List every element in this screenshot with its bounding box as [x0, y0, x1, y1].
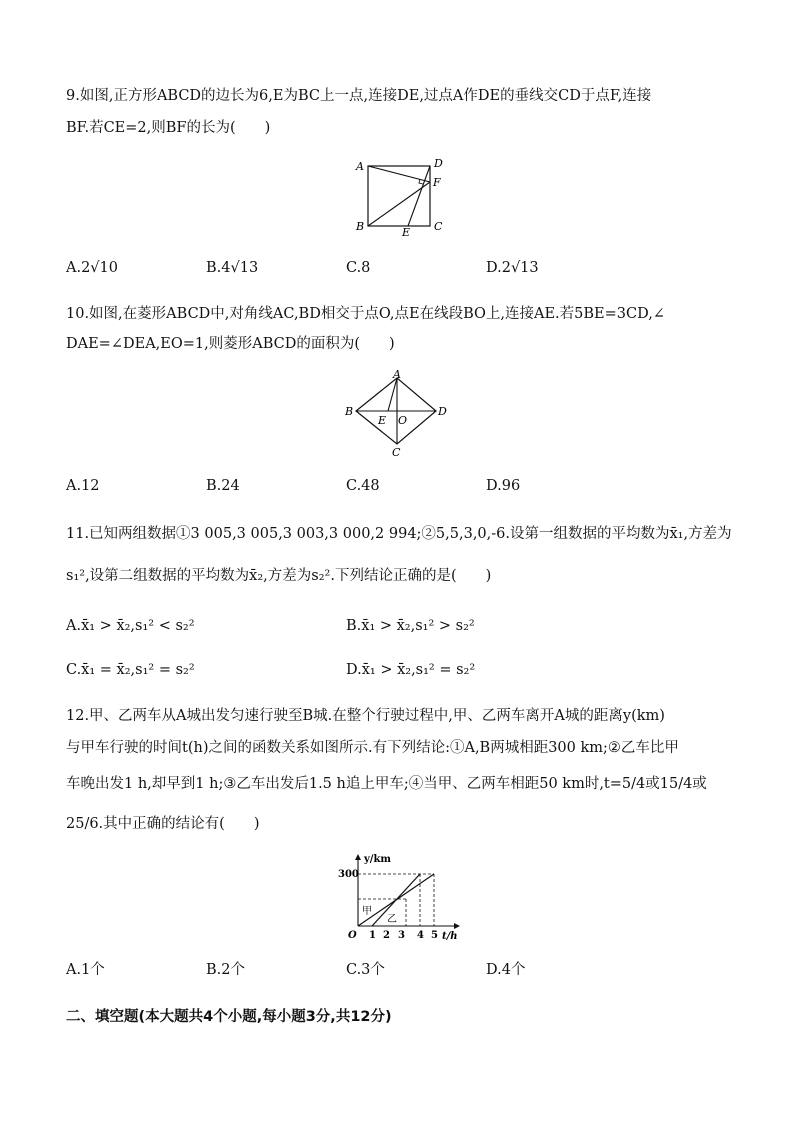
- x-tick-4: 4: [417, 930, 424, 941]
- x-tick-5: 5: [431, 930, 438, 941]
- section-heading: 二、填空题(本大题共4个小题,每小题3分,共12分): [66, 1009, 392, 1025]
- segment-af: [368, 166, 430, 182]
- label-c: C: [392, 446, 401, 459]
- segment-bf: [368, 182, 430, 226]
- q10-text-line1: 10.如图,在菱形ABCD中,对角线AC,BD相交于点O,点E在线段BO上,连接AE.若5BE=3CD,∠: [66, 306, 665, 322]
- square-abcd: [368, 166, 430, 226]
- label-a: A: [393, 368, 401, 381]
- label-b: B: [356, 220, 365, 233]
- q9-text-line1: 9.如图,正方形ABCD的边长为6,E为BC上一点,连接DE,过点A作DE的垂线交CD于点F,连接: [66, 88, 652, 104]
- x-tick-2: 2: [383, 930, 390, 941]
- q12-text-line4: 25/6.其中正确的结论有( ): [66, 816, 260, 832]
- q11-option-b: B.x̄₁ > x̄₂,s₁² > s₂²: [346, 618, 475, 634]
- q11-option-c: C.x̄₁ = x̄₂,s₁² = s₂²: [66, 662, 195, 678]
- origin-label: O: [348, 930, 357, 941]
- series-jia-label: 甲: [362, 906, 372, 917]
- q10-option-b: B.24: [206, 478, 240, 494]
- y-axis-label: y/km: [364, 854, 391, 865]
- segment-de: [408, 166, 430, 226]
- q9-square-figure: [350, 152, 450, 238]
- q10-rhombus-figure: [340, 368, 456, 460]
- label-f: F: [433, 176, 441, 189]
- q9-option-b: B.4√13: [206, 260, 259, 276]
- x-tick-3: 3: [398, 930, 405, 941]
- q11-option-a: A.x̄₁ > x̄₂,s₁² < s₂²: [66, 618, 195, 634]
- q9-option-d: D.2√13: [486, 260, 539, 276]
- q12-option-d: D.4个: [486, 962, 526, 978]
- q11-text-line1: 11.已知两组数据①3 005,3 005,3 003,3 000,2 994;②5,5,3,0,-6.设第一组数据的平均数为x̄₁,方差为: [66, 526, 732, 542]
- q12-option-c: C.3个: [346, 962, 385, 978]
- q12-text-line2: 与甲车行驶的时间t(h)之间的函数关系如图所示.有下列结论:①A,B两城相距300 km;②乙车比甲: [66, 740, 679, 756]
- q12-option-a: A.1个: [66, 962, 105, 978]
- label-a: A: [356, 160, 364, 173]
- series-yi-label: 乙: [387, 914, 397, 925]
- x-axis-label: t/h: [442, 931, 458, 942]
- y-axis-arrow: [355, 854, 361, 860]
- q10-option-d: D.96: [486, 478, 521, 494]
- x-axis-arrow: [454, 923, 460, 929]
- label-d: D: [434, 157, 443, 170]
- label-o: O: [398, 414, 408, 427]
- q9-text-line2: BF.若CE=2,则BF的长为( ): [66, 120, 271, 136]
- q10-text-line2: DAE=∠DEA,EO=1,则菱形ABCD的面积为( ): [66, 336, 395, 352]
- q9-option-a: A.2√10: [66, 260, 118, 276]
- q10-option-a: A.12: [66, 478, 100, 494]
- q12-option-b: B.2个: [206, 962, 245, 978]
- q10-option-c: C.48: [346, 478, 380, 494]
- q12-distance-time-graph: [334, 852, 464, 944]
- segment-ae: [388, 378, 397, 411]
- q11-option-d: D.x̄₁ > x̄₂,s₁² = s₂²: [346, 662, 476, 678]
- q12-text-line1: 12.甲、乙两车从A城出发匀速行驶至B城.在整个行驶过程中,甲、乙两车离开A城的距离y(km): [66, 708, 665, 724]
- q9-option-c: C.8: [346, 260, 371, 276]
- x-tick-1: 1: [369, 930, 376, 941]
- q12-text-line3: 车晚出发1 h,却早到1 h;③乙车出发后1.5 h追上甲车;④当甲、乙两车相距50 km时,t=5/4或15/4或: [66, 776, 707, 792]
- q11-text-line2: s₁²,设第二组数据的平均数为x̄₂,方差为s₂².下列结论正确的是( ): [66, 568, 492, 584]
- label-b: B: [345, 405, 354, 418]
- label-e: E: [402, 226, 411, 238]
- y-tick-300: 300: [338, 869, 359, 880]
- label-d: D: [438, 405, 447, 418]
- label-e: E: [378, 414, 387, 427]
- label-c: C: [434, 220, 443, 233]
